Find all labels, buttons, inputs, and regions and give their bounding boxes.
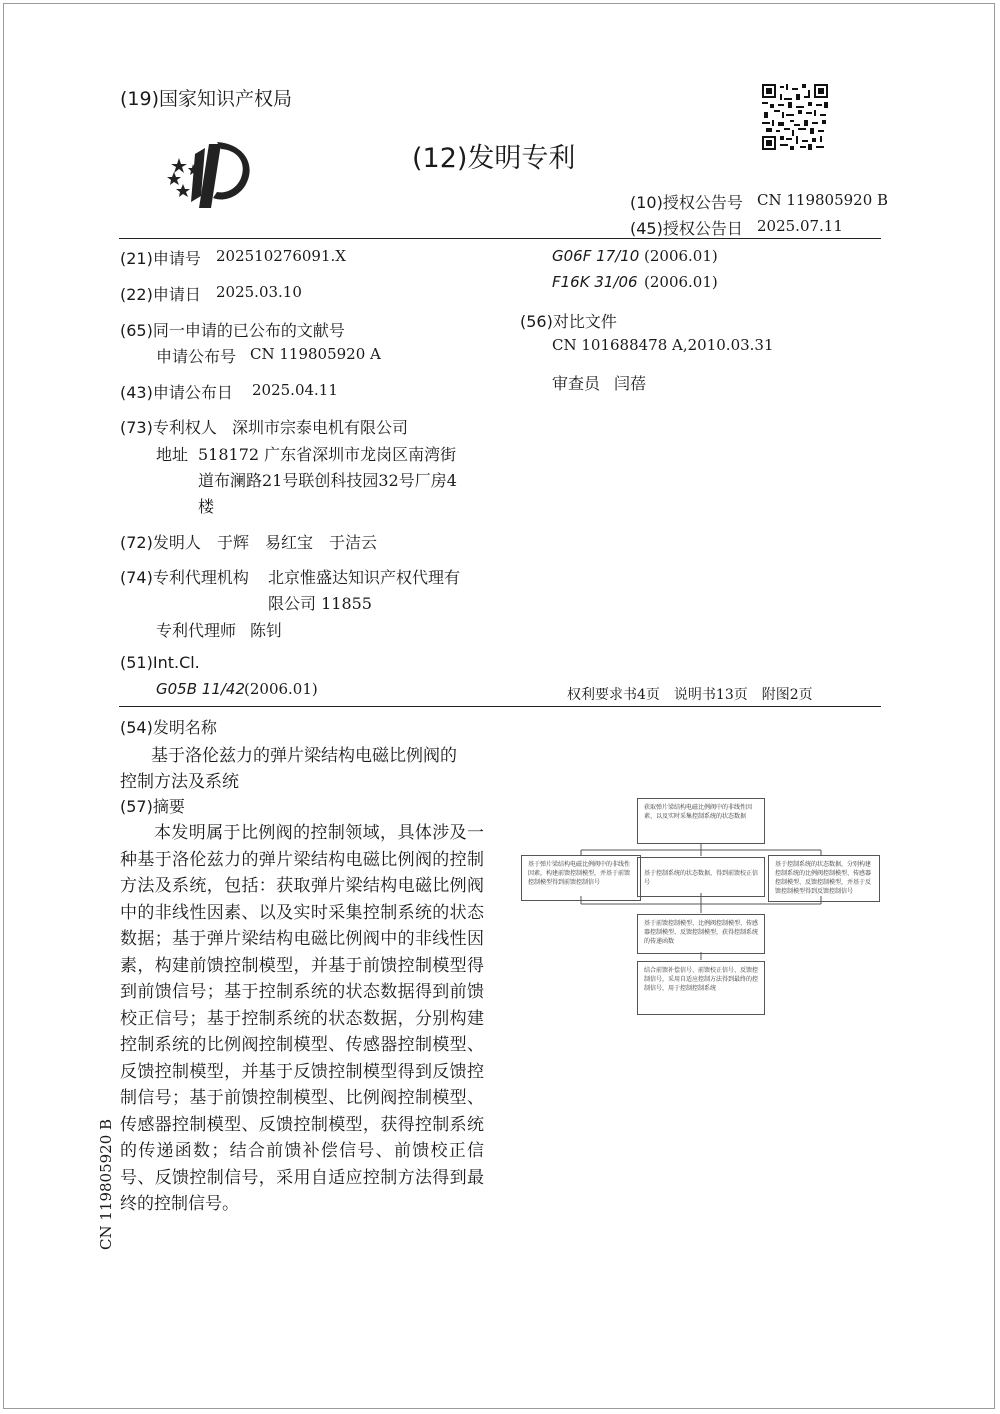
examiner: 闫蓓 [614, 374, 647, 393]
app-date: 2025.03.10 [216, 283, 302, 301]
intcl-code-2: G06F 17/10 [552, 247, 640, 265]
intcl-code-1: G05B 11/42 [156, 680, 245, 698]
address-line-1: 518172 广东省深圳市龙岗区南湾街 [198, 445, 457, 464]
agency-line-1: 北京惟盛达知识产权代理有 [268, 568, 461, 587]
app-no-label: (21)申请号 [120, 249, 201, 268]
flow-step-feedback: 基于控制系统的状态数据，分别构建控制系统的比例阀控制模型、传感器控制模型、反馈控制模型，并基于反馈控制模型得到反馈控制信号 [768, 855, 880, 902]
flow-step-transfer-function: 基于前馈控制模型、比例阀控制模型、传感器控制模型、反馈控制模型，获得控制系统的传递函数 [637, 914, 765, 954]
side-publication-number: CN 119805920 B [97, 1118, 115, 1250]
patentee: 深圳市宗泰电机有限公司 [232, 418, 409, 437]
app-no: 202510276091.X [216, 247, 346, 265]
address-label: 地址 [156, 445, 189, 464]
app-date-label: (22)申请日 [120, 285, 201, 304]
flow-step-feedforward: 基于弹片梁结构电磁比例阀中的非线性因素，构建前馈控制模型，并基于前馈控制模型得到前馈控制信号 [521, 855, 641, 901]
patentee-label: (73)专利权人 [120, 418, 217, 437]
abstract-text: 本发明属于比例阀的控制领域，具体涉及一种基于洛伦兹力的弹片梁结构电磁比例阀的控制方法及系统，包括：获取弹片梁结构电磁比例阀中的非线性因素、以及实时采集控制系统的状态数据；基于弹片梁结构电磁比例阀中的非线性因素，构建前馈控制模型，并基于前馈控制模型得到前馈信号；基于控制系统的状态数据得到前馈校正信号；基于控制系统的状态数据，分别构建控制系统的比例阀控制模型、传感器控制模型、反馈控制模型，并基于反馈控制模型得到反馈控制信号；基于前馈控制模型、比例阀控制模型、传感器控制模型、反馈控制模型，获得控制系统的传递函数；结合前馈补偿信号、前馈校正信号、反馈控制信号，采用自适应控制方法得到最终的控制信号。 [120, 823, 484, 1214]
title-label: (54)发明名称 [120, 718, 217, 737]
agent-label: 专利代理师 [156, 621, 237, 640]
qr-code-icon [762, 84, 828, 150]
intcl-version-3: (2006.01) [644, 273, 718, 291]
app-pub-date-label: (43)申请公布日 [120, 383, 233, 402]
grant-date: 2025.07.11 [757, 217, 843, 235]
app-pub-no: CN 119805920 A [250, 345, 381, 363]
reference-1: CN 101688478 A,2010.03.31 [552, 336, 774, 354]
agent: 陈钊 [250, 621, 283, 640]
grant-no: CN 119805920 B [757, 191, 889, 209]
references-label: (56)对比文件 [520, 312, 617, 331]
app-pub-date: 2025.04.11 [252, 381, 338, 399]
flow-step-final-signal: 结合前馈补偿信号、前馈校正信号、反馈控制信号，采用自适应控制方法得到最终的控制信号，用于控制控制系统 [637, 961, 765, 1015]
intcl-version-1: (2006.01) [244, 680, 318, 698]
grant-no-label: (10)授权公告号 [630, 193, 743, 212]
invention-title-line-1: 基于洛伦兹力的弹片梁结构电磁比例阀的 [151, 746, 457, 766]
address-line-2: 道布澜路21号联创科技园32号厂房4 [198, 471, 457, 490]
flow-step-correction: 基于控制系统的状态数据，得到前馈校正信号 [637, 857, 765, 897]
grant-date-label: (45)授权公告日 [630, 219, 743, 238]
intcl-version-2: (2006.01) [644, 247, 718, 265]
inventor-label: (72)发明人 [120, 533, 201, 552]
abstract-label: (57)摘要 [120, 797, 185, 816]
page-counts: 权利要求书4页 说明书13页 附图2页 [567, 687, 813, 703]
intcl-code-3: F16K 31/06 [552, 273, 638, 291]
app-pub-no-label: 申请公布号 [156, 347, 237, 366]
flow-step-acquire: 获取弹片梁结构电磁比例阀中的非线性因素、以及实时采集控制系统的状态数据 [637, 798, 765, 844]
office-name: (19)国家知识产权局 [120, 88, 293, 110]
inventors: 于辉 易红宝 于洁云 [217, 533, 378, 552]
related-doc-label: (65)同一申请的已公布的文献号 [120, 321, 345, 340]
cnipa-logo-icon [165, 136, 260, 211]
intcl-label: (51)Int.Cl. [120, 653, 200, 672]
header-divider [119, 238, 881, 239]
agency-label: (74)专利代理机构 [120, 568, 249, 587]
invention-title-line-2: 控制方法及系统 [120, 772, 239, 792]
document-type: (12)发明专利 [412, 143, 576, 174]
examiner-label: 审查员 [552, 374, 601, 393]
agency-line-2: 限公司 11855 [268, 594, 372, 613]
bibliographic-divider [119, 706, 881, 707]
address-line-3: 楼 [198, 497, 215, 516]
